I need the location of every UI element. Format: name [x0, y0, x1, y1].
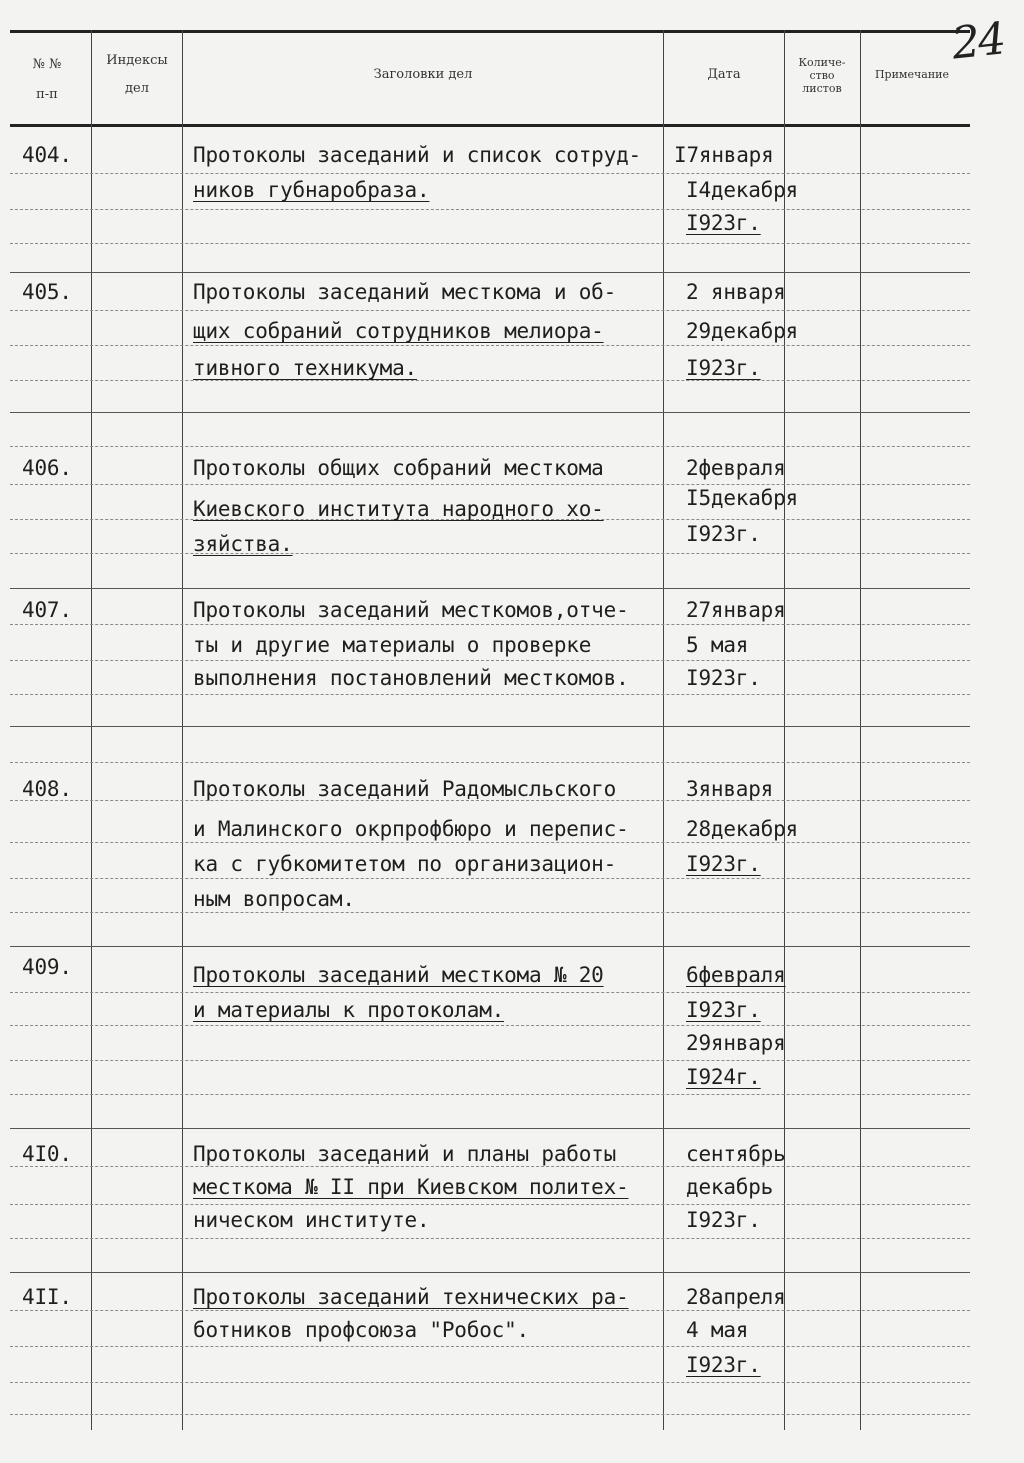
row-408-date-line: 28декабря [686, 817, 798, 841]
column-rule-note [860, 30, 861, 1430]
row-407-title-line: ты и другие материалы о проверке [193, 633, 592, 657]
row-410-date-line: декабрь [686, 1175, 774, 1199]
row-411-date-line: 4 мая [686, 1318, 749, 1342]
row-411-title-line: ботников профсоюза "Робос". [193, 1318, 529, 1342]
ruled-line [10, 209, 970, 210]
row-408-title-line: ным вопросам. [193, 887, 355, 911]
ruled-line [10, 660, 970, 661]
header-count [786, 56, 858, 95]
row-407-number: 407. [22, 598, 72, 622]
ruled-line [10, 553, 970, 554]
row-411-title-line: Протоколы заседаний технических ра- [193, 1285, 629, 1309]
row-409-date-line: I923г. [686, 998, 761, 1022]
row-406-title-line: Киевского института народного хо- [193, 497, 604, 521]
ruled-line [10, 1238, 970, 1239]
row-407-title-line: выполнения постановлений месткомов. [193, 666, 629, 690]
ruled-line [10, 412, 970, 413]
row-410-title-line: Протоколы заседаний и планы работы [193, 1142, 617, 1166]
header-note: Примечание [874, 68, 950, 81]
row-410-number: 4I0. [22, 1142, 72, 1166]
row-404-date-line: I4декабря [686, 178, 798, 202]
ruled-line [10, 624, 970, 625]
row-404-date-line: I923г. [686, 211, 761, 235]
row-404-title-line: Протоколы заседаний и список сотруд- [193, 143, 641, 167]
column-rule-titles [182, 30, 183, 1430]
row-405-date-line: 2 января [686, 280, 786, 304]
header-number-line2: п-п [36, 87, 58, 102]
row-406-date-line: I5декабря [686, 486, 798, 510]
row-410-title-line: месткома № II при Киевском политех- [193, 1175, 629, 1199]
ruled-line [10, 1346, 970, 1347]
ruled-line [10, 484, 970, 485]
ruled-line [10, 243, 970, 244]
column-rule-date [663, 30, 664, 1430]
row-406-date-line: 2февраля [686, 456, 786, 480]
row-405-title-line: Протоколы заседаний месткома и об- [193, 280, 617, 304]
ruled-line [10, 446, 970, 447]
row-404-date-line: I7января [674, 143, 774, 167]
column-rule-count [784, 30, 785, 1430]
row-411-date-line: I923г. [686, 1353, 761, 1377]
ruled-line [10, 1310, 970, 1311]
header-bottom-rule [10, 124, 970, 127]
ruled-line [10, 726, 970, 727]
header-index [93, 54, 181, 96]
ruled-line [10, 912, 970, 913]
ruled-line [10, 694, 970, 695]
column-rule-index [91, 30, 92, 1430]
header-count-line1: Количе- [798, 56, 846, 69]
row-405-title-line: щих собраний сотрудников мелиора- [193, 319, 604, 343]
row-410-date-line: сентябрь [686, 1142, 786, 1166]
row-405-title-line: тивного техникума. [193, 356, 417, 380]
row-409-title-line: Протоколы заседаний месткома № 20 [193, 963, 604, 987]
row-405-date-line: 29декабря [686, 319, 798, 343]
header-titles: Заголовки дел [373, 67, 473, 82]
row-409-number: 409. [22, 955, 72, 979]
header-index-line2: дел [125, 81, 149, 96]
row-408-date-line: I923г. [686, 852, 761, 876]
row-408-title-line: и Малинского окрпрофбюро и перепис- [193, 817, 629, 841]
ruled-line [10, 345, 970, 346]
row-409-date-line: I924г. [686, 1065, 761, 1089]
row-407-date-line: 5 мая [686, 633, 749, 657]
row-408-title-line: Протоколы заседаний Радомысльского [193, 777, 617, 801]
row-407-date-line: I923г. [686, 666, 761, 690]
ruled-line [10, 992, 970, 993]
row-408-date-line: 3января [686, 777, 774, 801]
row-411-date-line: 28апреля [686, 1285, 786, 1309]
ruled-line [10, 1128, 970, 1129]
ruled-line [10, 762, 970, 763]
ruled-line [10, 1025, 970, 1026]
ruled-line [10, 1094, 970, 1095]
header-count-line2: ство [809, 69, 835, 82]
row-411-number: 4II. [22, 1285, 72, 1309]
header-date: Дата [707, 67, 741, 82]
ruled-line [10, 380, 970, 381]
header-index-line1: Индексы [106, 53, 168, 68]
ruled-line [10, 310, 970, 311]
row-406-title-line: зяйства. [193, 532, 293, 556]
header-number [14, 58, 80, 102]
ruled-line [10, 588, 970, 589]
row-410-title-line: ническом институте. [193, 1208, 430, 1232]
row-407-date-line: 27января [686, 598, 786, 622]
row-408-title-line: ка с губкомитетом по организацион- [193, 852, 617, 876]
row-409-title-line: и материалы к протоколам. [193, 998, 505, 1022]
ruled-line [10, 1382, 970, 1383]
row-404-number: 404. [22, 143, 72, 167]
ruled-line [10, 1272, 970, 1273]
ruled-line [10, 842, 970, 843]
row-404-title-line: ников губнаробраза. [193, 178, 430, 202]
header-count-line3: листов [802, 82, 842, 95]
row-409-date-line: 6февраля [686, 963, 786, 987]
ruled-line [10, 173, 970, 174]
ruled-line [10, 1060, 970, 1061]
row-406-date-line: I923г. [686, 522, 761, 546]
row-408-number: 408. [22, 777, 72, 801]
row-405-number: 405. [22, 280, 72, 304]
row-407-title-line: Протоколы заседаний месткомов,отче- [193, 598, 629, 622]
row-410-date-line: I923г. [686, 1208, 761, 1232]
row-405-date-line: I923г. [686, 356, 761, 380]
ruled-line [10, 272, 970, 273]
ruled-line [10, 1204, 970, 1205]
page-number: 24 [949, 13, 1007, 70]
top-rule [10, 30, 970, 33]
header-number-line1: № № [32, 57, 62, 72]
row-406-number: 406. [22, 456, 72, 480]
ruled-line [10, 1414, 970, 1415]
ruled-line [10, 946, 970, 947]
row-406-title-line: Протоколы общих собраний месткома [193, 456, 604, 480]
row-409-date-line: 29января [686, 1031, 786, 1055]
ruled-line [10, 878, 970, 879]
